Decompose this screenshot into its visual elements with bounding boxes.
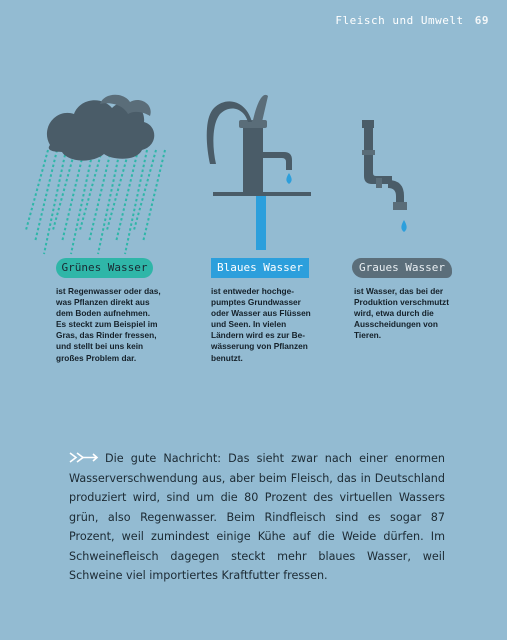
desc-green-water: ist Regenwasser oder das, was Pflanzen direkt aus dem Boden aufnehmen. Es steckt zum Beispiel im Gras, das Rinder fressen, und stellt bei uns kein großes Problem dar. xyxy=(56,286,161,363)
label-blue-water: Blaues Wasser xyxy=(211,258,309,278)
section-title: Fleisch und Umwelt xyxy=(335,14,464,27)
body-text: Die gute Nachricht: Das sieht zwar nach einer enormen Wasserverschwendung aus, aber beim Fleisch, das in Deutschland produziert wird, sind um die 80 Prozent des virtuellen Wassers grün, also Regenwasser. Beim Rindfleisch sind es sogar 87 Prozent, weil zumindest einige Kühe auf die Weide dürfen. Im Schweinefleisch dagegen steckt mehr blaues Wasser, weil Schweine viel importiertes Kraftfutter fressen. xyxy=(69,452,445,582)
desc-grey-water: ist Wasser, das bei der Produktion verschmutzt wird, etwa durch die Ausscheidungen von Tieren. xyxy=(354,286,449,341)
rain-cloud-icon xyxy=(26,95,165,254)
water-illustrations xyxy=(0,0,507,300)
double-chevron-arrow-icon xyxy=(69,452,99,463)
body-paragraph xyxy=(69,449,445,586)
page-number: 69 xyxy=(474,14,489,27)
label-green-water: Grünes Wasser xyxy=(56,258,153,278)
desc-blue-water: ist entweder hochge- pumptes Grundwasser oder Wasser aus Flüssen und Seen. In vielen Ländern wird es zur Be- wässerung von Pflanzen benutzt. xyxy=(211,286,311,363)
drain-pipe-icon xyxy=(362,120,407,232)
rain-streak xyxy=(26,150,48,230)
rain-streak xyxy=(143,150,165,242)
water-pump-icon xyxy=(207,95,311,250)
label-grey-water: Graues Wasser xyxy=(352,258,452,278)
